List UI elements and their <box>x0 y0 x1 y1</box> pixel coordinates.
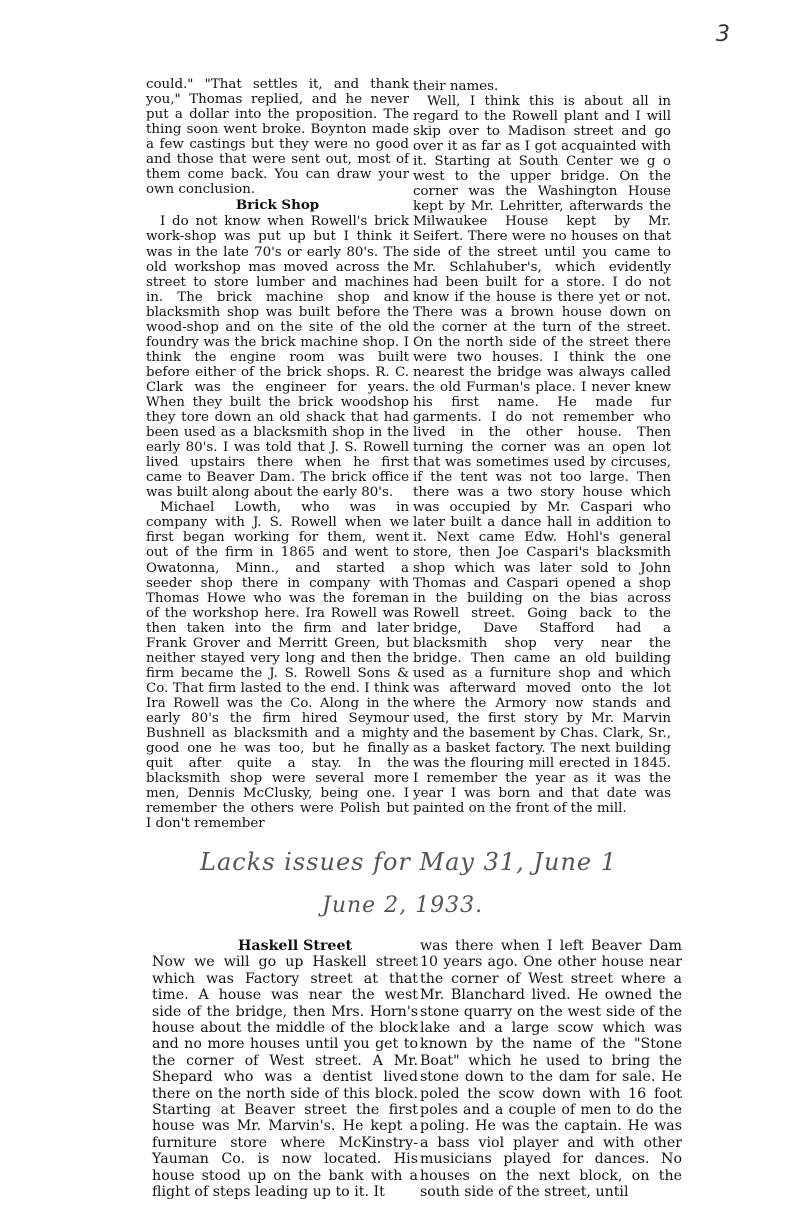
right-column <box>413 79 671 816</box>
left-paragraph-1: could." "That settles it, and thank you," Thomas replied, and he never put a dollar into the proposition. The thing soon went broke. Boynton made a few castings but they were no good and those that were sent out, most of them come back. You can draw your own conclusion. <box>146 77 409 198</box>
page-number: 3 <box>716 22 730 47</box>
brick-shop-subhead: Brick Shop <box>235 197 320 214</box>
left-column <box>146 77 409 831</box>
right-paragraph-2: Well, I think this is about all in regard to the Rowell plant and I will skip over to Madison street and go over it as far as I got acquainted with it. Starting at South Center we g o west to the upper bridge. On the corner was the Washington House kept by Mr. Lehritter, afterwards the Milwaukee House kept by Mr. Seifert. There were no houses on that side of the street until you came to Mr. Schlahuber's, which evidently had been built for a store. I do not know if the house is there yet or not. There was a brown house down on the corner at the turn of the street. On the north side of the street there were two houses. I think the one nearest the bridge was always called the old Furman's place. I never knew his first name. He made fur garments. I do not remember who lived in the other house. Then turning the corner was an open lot that was sometimes used by circuses, if the tent was not too large. Then there was a two story house which was occupied by Mr. Caspari who later built a dance hall in addition to it. Next came Edw. Hohl's general store, then Joe Caspari's blacksmith shop which was later sold to John Thomas and Caspari opened a shop in the building on the bias across Rowell street. Going back to the bridge, Dave Stafford had a blacksmith shop very near the bridge. Then came an old building used as a furniture shop and which was afterward moved onto the lot where the Armory now stands and used, the first story by Mr. Marvin and the basement by Chas. Clark, Sr., as a basket factory. The next building was the flouring mill erected in 1845. I remember the year as it was the year I was born and that date was painted on the front of the mill. <box>413 94 671 817</box>
bottom-right-column <box>420 938 682 1201</box>
bottom-right-text: was there when I left Beaver Dam 10 years ago. One other house near the corner of West street where a Mr. Blanchard lived. He owned the stone quarry on the west side of the lake and a large scow which was known by the name of the "Stone Boat" which he used to bring the stone down to the dam for sale. He poled the scow down with 16 foot poles and a couple of men to do the poling. He was the captain. He was a bass viol player and with other musicians played for dances. No houses on the next block, on the south side of the street, until <box>420 938 682 1201</box>
handwritten-note-date: June 2, 1933. <box>322 893 484 918</box>
handwritten-note-missing-issues: Lacks issues for May 31, June 1 <box>200 848 618 876</box>
right-paragraph-1: their names. <box>413 79 499 94</box>
bottom-left-text: Now we will go up Haskell street which was Factory street at that time. A house was near the west side of the bridge, then Mrs. Horn's house about the middle of the block and no more houses until you get to the corner of West street. A Mr. Shepard who was a dentist lived there on the north side of this block. Starting at Beaver street the first house was Mr. Marvin's. He kept a furniture store where McKinstry-Yauman Co. is now located. His house stood up on the bank with a flight of steps leading up to it. It <box>152 954 418 1201</box>
left-paragraph-3: Michael Lowth, who was in company with J. S. Rowell when we first began working for them, went out of the firm in 1865 and went to Owatonna, Minn., and started a seeder shop there in company with Thomas Howe who was the foreman of the workshop here. Ira Rowell was then taken into the firm and later Frank Grover and Merritt Green, but neither stayed very long and then the firm became the J. S. Rowell Sons & Co. That firm lasted to the end. I think Ira Rowell was the Co. Along in the early 80's the firm hired Seymour Bushnell as blacksmith and a mighty good one he was too, but he finally quit after quite a stay. In the blacksmith shop were several more men, Dennis McClusky, being one. I remember the others were Polish but I don't remember <box>146 500 409 832</box>
left-paragraph-2: I do not know when Rowell's brick work-shop was put up but I think it was in the late 70's or early 80's. The old workshop mas moved across the street to store lumber and machines in. The brick machine shop and blacksmith shop was built before the wood-shop and on the site of the old foundry was the brick machine shop. I think the engine room was built before either of the brick shops. R. C. Clark was the engineer for years. When they built the brick woodshop they tore down an old shack that had been used as a blacksmith shop in the early 80's. I was told that J. S. Rowell lived upstairs there when he first came to Beaver Dam. The brick office was built along about the early 80's. <box>146 214 409 501</box>
bottom-left-column <box>152 938 418 1201</box>
margin-note <box>700 160 779 171</box>
haskell-street-subhead: Haskell Street <box>238 938 353 954</box>
